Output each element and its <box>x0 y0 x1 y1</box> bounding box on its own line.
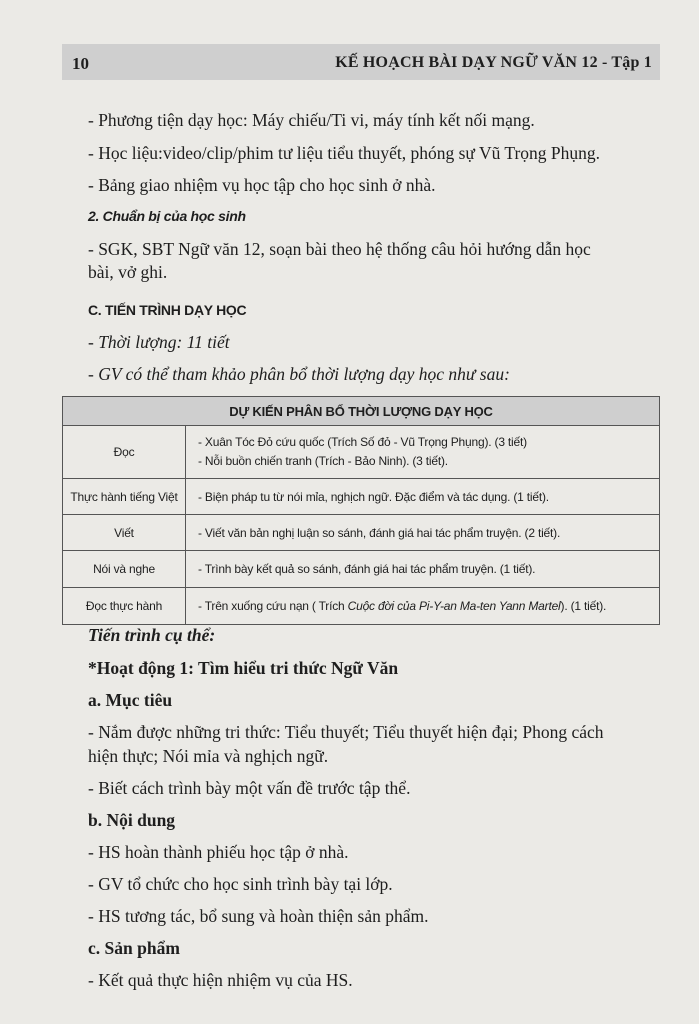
page-header <box>62 44 660 80</box>
content-cell <box>186 426 660 479</box>
time-allocation-table <box>62 396 660 625</box>
intro-line: - Học liệu:video/clip/phim tư liệu tiểu thuyết, phóng sự Vũ Trọng Phụng. <box>88 143 601 163</box>
subheading-b: b. Nội dung <box>88 810 176 830</box>
duration-line: - Thời lượng: 11 tiết <box>88 332 230 352</box>
activity-heading: *Hoạt động 1: Tìm hiểu tri thức Ngữ Văn <box>88 658 399 678</box>
paragraph-line: - Biết cách trình bày một vấn đề trước tập thể. <box>88 778 411 798</box>
table-row <box>63 479 660 515</box>
intro-line: - Bảng giao nhiệm vụ học tập cho học sinh ở nhà. <box>88 175 436 195</box>
paragraph-line: - HS hoàn thành phiếu học tập ở nhà. <box>88 842 349 862</box>
skill-cell: Viết <box>63 515 186 551</box>
intro-line: - Phương tiện dạy học: Máy chiếu/Ti vi, máy tính kết nối mạng. <box>88 110 535 130</box>
book-title: KẾ HOẠCH BÀI DẠY NGỮ VĂN 12 - Tập 1 <box>335 54 652 71</box>
skill-cell: Thực hành tiếng Việt <box>63 479 186 515</box>
section-c-heading: C. TIẾN TRÌNH DẠY HỌC <box>88 302 247 318</box>
skill-cell: Nói và nghe <box>63 551 186 588</box>
table-row <box>63 426 660 479</box>
paragraph-line: - GV tổ chức cho học sinh trình bày tại lớp. <box>88 874 393 894</box>
note-line: - GV có thể tham khảo phân bổ thời lượng dạy học như sau: <box>88 364 510 384</box>
content-cell: - Biện pháp tu từ nói mỉa, nghịch ngữ. Đặc điểm và tác dụng. (1 tiết). <box>186 479 660 515</box>
paragraph-line: - SGK, SBT Ngữ văn 12, soạn bài theo hệ thống câu hỏi hướng dẫn học <box>88 239 591 259</box>
table-row <box>63 515 660 551</box>
content-text: ). (1 tiết). <box>560 599 607 613</box>
subheading-a: a. Mục tiêu <box>88 690 173 710</box>
table-row <box>63 551 660 588</box>
section-2-heading: 2. Chuẩn bị của học sinh <box>88 208 246 224</box>
content-cell: - Viết văn bản nghị luận so sánh, đánh giá hai tác phẩm truyện. (2 tiết). <box>186 515 660 551</box>
content-cell: - Trình bày kết quả so sánh, đánh giá hai tác phẩm truyện. (1 tiết). <box>186 551 660 588</box>
process-title: Tiến trình cụ thể: <box>88 625 216 645</box>
paragraph-line: bài, vở ghi. <box>88 262 168 282</box>
paragraph-line: - HS tương tác, bổ sung và hoàn thiện sản phẩm. <box>88 906 429 926</box>
work-title: Cuộc đời của Pi-Y-an Ma-ten Yann Martel <box>347 599 561 613</box>
content-line: - Nỗi buồn chiến tranh (Trích - Bảo Ninh). (3 tiết). <box>198 454 448 468</box>
content-cell <box>186 588 660 625</box>
subheading-c: c. Sản phẩm <box>88 938 180 958</box>
skill-cell: Đọc thực hành <box>63 588 186 625</box>
paragraph-line: hiện thực; Nói mỉa và nghịch ngữ. <box>88 746 329 766</box>
content-line: - Xuân Tóc Đỏ cứu quốc (Trích Số đỏ - Vũ Trọng Phụng). (3 tiết) <box>198 435 527 449</box>
table-header: DỰ KIẾN PHÂN BỔ THỜI LƯỢNG DẠY HỌC <box>63 397 660 426</box>
skill-cell: Đọc <box>63 426 186 479</box>
paragraph-line: - Nắm được những tri thức: Tiểu thuyết; Tiểu thuyết hiện đại; Phong cách <box>88 722 604 742</box>
table-row <box>63 588 660 625</box>
page-number: 10 <box>72 54 89 73</box>
paragraph-line: - Kết quả thực hiện nhiệm vụ của HS. <box>88 970 353 990</box>
content-text: - Trên xuống cứu nạn ( Trích <box>198 599 348 613</box>
